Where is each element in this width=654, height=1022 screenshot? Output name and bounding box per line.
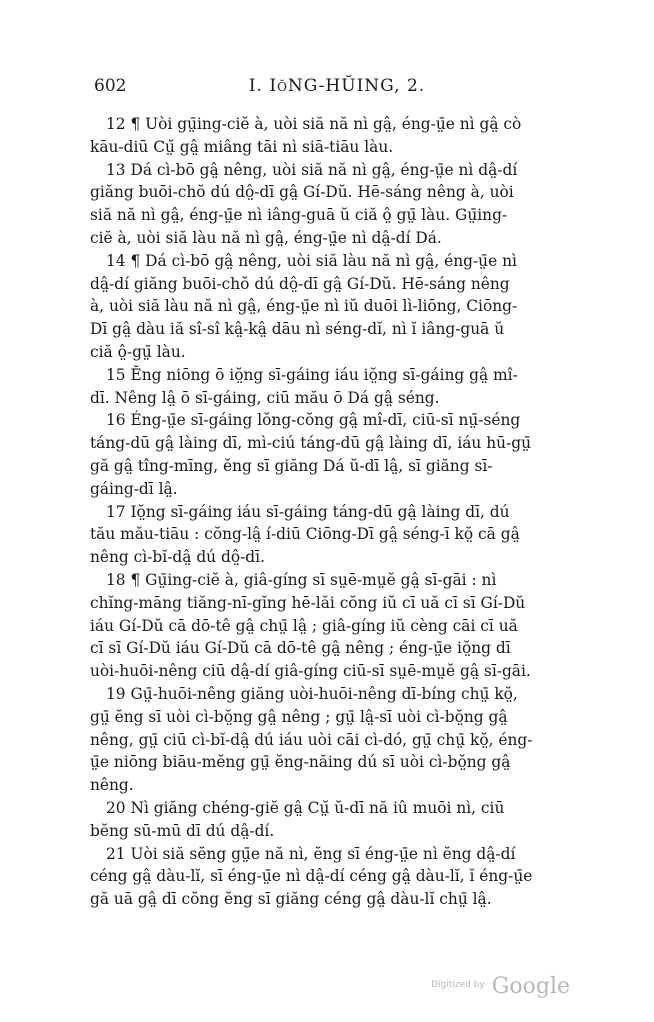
text-line: kāu-diū Cṳ̆ gâ̤ miâng tāi nì siā-tiāu làu.	[90, 137, 394, 156]
text-line: dâ̤-dí giăng buōi-chŏ dú dô̤-dī gâ̤ Gí-Dŭ. Hē-sáng nêng	[90, 274, 510, 293]
text-line: à, uòi siă làu nă nì gâ̤, éng-ṳ̄e nì iŭ duōi lì-liōng, Ciōng-	[90, 297, 518, 316]
text-line: 12 ¶ Uòi gṳ̄ing-ciĕ à, uòi siă nă nì gâ̤, éng-ṳ̄e nì gâ̤ cò	[106, 115, 522, 133]
verse-paragraph	[90, 569, 582, 683]
text-line: 20 Nì giăng chéng-giĕ gâ̤ Cṳ̆ ŭ-dī nă iû muōi nì, ciū	[106, 798, 505, 817]
text-line: nêng, gṳ̄ ciū cì-bĭ-dâ̤ dú iáu uòi cāi cì-dó, gṳ̄ chṳ̄ kŏ̤, éng-	[90, 730, 533, 749]
text-line: iáu Gí-Dŭ cā dō-tê gâ̤ chṳ̄ lâ̤ ; giâ-gíng iŭ cèng cāi cī uă	[90, 616, 518, 635]
verse-paragraph	[90, 364, 582, 410]
text-line: céng gâ̤ dàu-lĭ, sī éng-ṳ̄e nì dâ̤-dí céng gâ̤ dàu-lĭ, ĭ éng-ṳ̄e	[90, 867, 533, 886]
text-line: nêng cì-bĭ-dâ̤ dú dô̤-dī.	[90, 548, 265, 567]
text-line: 13 Dá cì-bō gâ̤ nêng, uòi siă nă nì gâ̤, éng-ṳ̄e nì dâ̤-dí	[106, 160, 518, 179]
text-line: gă gâ̤ tîng-mīng, ĕng sī giăng Dá ŭ-dī lâ̤, sī giăng sī-	[90, 456, 493, 475]
text-line: 14 ¶ Dá cì-bō gâ̤ nêng, uòi siă làu nă nì gâ̤, éng-ṳ̄e nì	[106, 251, 517, 270]
text-line: bĕng sū-mū dī dú dâ̤-dí.	[90, 821, 275, 840]
verse-paragraph	[90, 843, 582, 911]
verse-paragraph	[90, 159, 582, 250]
text-line: Dī gâ̤ dàu iă sî-sî kâ̤-kâ̤ dāu nì séng-dĭ, nì ĭ iâng-guā ŭ	[90, 320, 505, 339]
text-line: 21 Uòi siă sĕng gṳ̄e nă nì, ĕng sī éng-ṳ̄e nì ĕng dâ̤-dí	[106, 844, 516, 863]
verse-paragraph	[90, 113, 582, 159]
digitized-by-google-watermark	[431, 974, 570, 999]
watermark-prefix: Digitized by	[431, 980, 485, 990]
verse-paragraph	[90, 797, 582, 843]
text-line: gă uā gâ̤ dī cŏng ĕng sī giăng céng gâ̤ dàu-lĭ chṳ̄ lâ̤.	[90, 890, 492, 909]
text-line: dī. Nêng lâ̤ ō sī-gáing, ciū mău ō Dá gâ̤ séng.	[90, 388, 440, 407]
text-line: giăng buōi-chŏ dú dô̤-dī gâ̤ Gí-Dŭ. Hē-sáng nêng à, uòi	[90, 183, 514, 202]
text-line: 18 ¶ Gṳ̄ing-ciĕ à, giâ-gíng sī sṳē-mṳĕ gâ̤ sī-gāi : nì	[106, 570, 497, 589]
text-line: 15 Ĕng niōng ō iŏ̤ng sī-gáing iáu iŏ̤ng sī-gáing gâ̤ mî-	[106, 365, 518, 384]
text-line: nêng.	[90, 776, 134, 795]
verse-paragraph	[90, 501, 582, 569]
text-line: siă nă nì gâ̤, éng-ṳ̄e nì iâng-guā ŭ ciă ô̤ gṳ̄ làu. Gṳ̄ing-	[90, 206, 508, 225]
text-line: 19 Gṳ̄-huōi-nêng giăng uòi-huōi-nêng dī-bíng chṳ̄ kŏ̤,	[106, 684, 518, 703]
running-title: I. IŏNG-HŬING, 2.	[248, 76, 426, 96]
text-line: cī sī Gí-Dŭ iáu Gí-Dŭ cā dō-tê gâ̤ nêng ; éng-ṳ̄e iŏ̤ng dī	[90, 639, 511, 658]
text-line: táng-dū gâ̤ làing dī, mì-ciú táng-dū gâ̤ làing dī, iáu hū-gṳ̄	[90, 434, 532, 453]
text-line: ṳ̄e niōng biāu-mĕng gṳ̄ ĕng-năing dú sī uòi cì-bŏ̤ng gâ̤	[90, 753, 511, 772]
text-line: ciă ô̤-gṳ̄ làu.	[90, 342, 186, 361]
verse-paragraph	[90, 683, 582, 797]
page-number: 602	[94, 76, 127, 96]
verse-text-block	[90, 113, 582, 911]
text-line: chĭng-māng tiăng-nī-gĭng hē-lăi cŏng iŭ cī uă cī sī Gí-Dŭ	[90, 593, 526, 612]
page-header	[94, 76, 580, 100]
text-line: 17 Iŏ̤ng sī-gáing iáu sī-gáing táng-dū gâ̤ làing dī, dú	[106, 502, 510, 521]
text-line: tău mău-tiāu : cŏng-lâ̤ í-diū Ciōng-Dī gâ̤ séng-ī kŏ̤ cā gâ̤	[90, 525, 520, 544]
text-line: ciĕ à, uòi siă làu nă nì gâ̤, éng-ṳ̄e nì dâ̤-dí Dá.	[90, 228, 442, 247]
verse-paragraph	[90, 250, 582, 364]
verse-paragraph	[90, 409, 582, 500]
text-line: gṳ̄ ĕng sī uòi cì-bŏ̤ng gâ̤ nêng ; gṳ̄ lâ̤-sī uòi cì-bŏ̤ng gâ̤	[90, 707, 508, 726]
text-line: gáing-dī lâ̤.	[90, 479, 178, 498]
text-line: 16 Éng-ṳ̄e sī-gáing lŏng-cŏng gâ̤ mî-dī, ciū-sī nṳ̄-séng	[106, 411, 521, 430]
text-line: uòi-huōi-nêng ciū dâ̤-dí giâ-gíng ciū-sī sṳē-mṳĕ gâ̤ sī-gāi.	[90, 662, 531, 681]
watermark-brand: Google	[491, 974, 570, 999]
